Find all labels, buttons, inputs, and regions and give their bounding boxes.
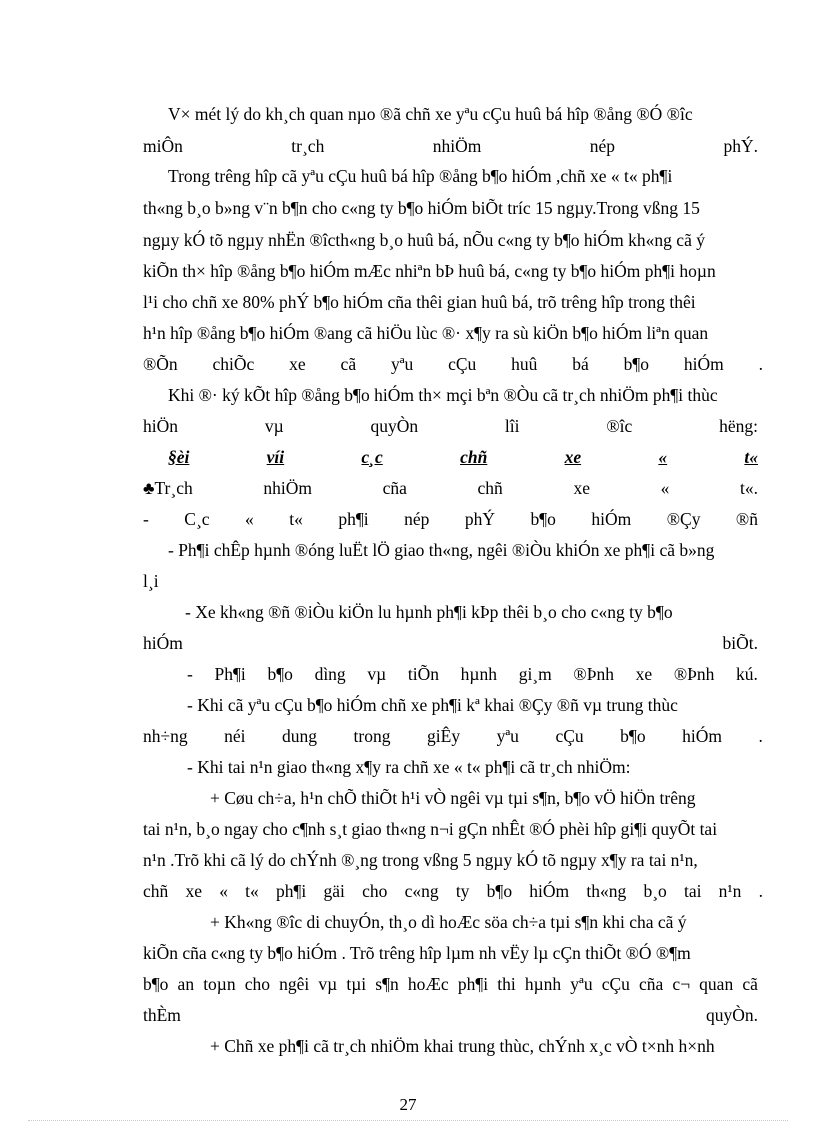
word: xe (289, 354, 306, 374)
word: hiÓm (682, 726, 722, 746)
word: b¶o (530, 509, 556, 529)
word: cña (382, 478, 407, 498)
word: ph¶i (276, 881, 307, 901)
paragraph-line: kiÕn th× hîp ®ång b¶o hiÓm mÆc nhiªn bÞ huû bá, c«ng ty b¶o hiÓm ph¶i hoµn (143, 261, 716, 281)
word: b¶o (267, 664, 293, 684)
paragraph-line-justified (143, 880, 763, 902)
word: an (177, 974, 195, 994)
word: nh÷ng (143, 726, 188, 746)
word: ngêi (279, 974, 310, 994)
word: hiÓm (143, 633, 183, 653)
word: bá (572, 354, 589, 374)
word: xe (185, 881, 203, 901)
word: phÝ (464, 509, 496, 529)
word: vµ (367, 664, 387, 684)
word: - (187, 664, 193, 684)
paragraph-line: h¹n hîp ®ång b¶o hiÓm ®ang cã hiÖu lùc ®· x¶y ra sù kiÖn b¶o hiÓm liªn quan (143, 323, 709, 343)
word: ♣Tr¸ch (143, 478, 193, 498)
word: quan (699, 974, 734, 994)
word: - (143, 509, 149, 529)
paragraph-line-justified (143, 353, 763, 375)
paragraph-line: V× mét lý do kh¸ch quan nµo ®ã chñ xe yªu cÇu huû bá hîp ®ång ®Ó ®îc (168, 104, 693, 124)
word: dung (282, 726, 318, 746)
word: tiÕn (407, 664, 439, 684)
word: gäi (323, 881, 345, 901)
word: ph¶i (457, 974, 489, 994)
word: xe (573, 478, 590, 498)
word: cÇu (448, 354, 477, 374)
word: th«ng (586, 881, 627, 901)
word: huû (511, 354, 538, 374)
paragraph-line: th«ng b¸o b»ng v¨n b¶n cho c«ng ty b¶o hiÓm biÕt tríc 15 ngµy.Trong vßng 15 (143, 198, 700, 218)
word: c¬ (672, 974, 691, 994)
paragraph-line: tai n¹n, b¸o ngay cho c¶nh s¸t giao th«ng n¬i gÇn nhÊt ®Ó phèi hîp gi¶i quyÕt tai (143, 819, 718, 839)
page-number: 27 (399, 1095, 417, 1114)
paragraph-line-justified (143, 973, 758, 995)
word: t« (245, 881, 259, 901)
word: C¸c (184, 509, 210, 529)
paragraph-line: + Cøu ch÷a, h¹n chÕ thiÕt h¹i vÒ ngêi vµ tµi s¶n, b¶o vÖ hiÖn trêng (210, 788, 696, 808)
word: Ph¶i (214, 664, 246, 684)
word: giÊy (427, 726, 461, 746)
word: nép (404, 509, 430, 529)
word: ®îc (606, 416, 633, 436)
word: b¶o (623, 354, 650, 374)
word: nép (589, 136, 616, 156)
word: toµn (203, 974, 236, 994)
paragraph-line: kiÕn cña c«ng ty b¶o hiÓm . Trõ trêng hîp lµm nh vËy lµ cÇn thiÕt ®Ó ®¶m (143, 943, 691, 963)
paragraph-line: n¹n .Trõ khi cã lý do chÝnh ®¸ng trong vßng 5 ngµy kÓ tõ ngµy x¶y ra tai n¹n, (143, 850, 698, 870)
word: cÇu (601, 974, 630, 994)
word: « (245, 509, 254, 529)
paragraph-line-justified (143, 508, 758, 530)
paragraph-line: + Chñ xe ph¶i cã tr¸ch nhiÖm khai trung thùc, chÝnh x¸c vÒ t×nh h×nh (210, 1036, 715, 1056)
paragraph-line: - Khi cã yªu cÇu b¶o hiÓm chñ xe ph¶i kª khai ®Çy ®ñ vµ trung thùc (187, 695, 678, 715)
word: cÇu (555, 726, 584, 746)
page-bottom-dotted-rule (28, 1120, 788, 1121)
heading-word: t« (744, 447, 758, 467)
heading-word: xe (564, 447, 582, 467)
word: chñ (477, 478, 503, 498)
paragraph-line-justified (143, 415, 758, 437)
paragraph-line: + Kh«ng ®îc di chuyÓn, th¸o dì hoÆc söa ch÷a tµi s¶n khi cha cã ý (210, 912, 687, 932)
word: thÈm (143, 1005, 181, 1025)
heading-word: víi (266, 447, 285, 467)
word: ®ñ (735, 509, 758, 529)
paragraph-line-justified (187, 663, 758, 685)
heading-word: c¸c (361, 447, 383, 467)
paragraph-line: - Ph¶i chÊp hµnh ®óng luËt lÖ giao th«ng, ngêi ®iÒu khiÓn xe ph¶i cã b»ng (168, 540, 715, 560)
section-heading (168, 446, 758, 468)
word: cho (244, 974, 271, 994)
word: tµi (346, 974, 367, 994)
word: hµnh (460, 664, 498, 684)
word: gi¸m (518, 664, 552, 684)
word: ®Þnh (673, 664, 715, 684)
word: s¶n (375, 974, 399, 994)
paragraph-line-justified (143, 477, 758, 499)
word: cho (362, 881, 388, 901)
paragraph-line: Khi ®· ký kÕt hîp ®ång b¶o hiÓm th× mçi bªn ®Òu cã tr¸ch nhiÖm ph¶i thùc (168, 385, 718, 405)
word: t« (289, 509, 303, 529)
word: quyÒn. (705, 1005, 758, 1025)
paragraph-line-justified (143, 725, 763, 747)
word: cã (742, 974, 758, 994)
word: hoÆc (407, 974, 449, 994)
word: thi (497, 974, 516, 994)
word: hëng: (719, 416, 758, 436)
word: t«. (739, 478, 758, 498)
word: tr¸ch (291, 136, 325, 156)
word: miÔn (143, 136, 183, 156)
word: n¹n (718, 881, 742, 901)
word: ®Õn (143, 354, 178, 374)
paragraph-line: - Khi tai n¹n giao th«ng x¶y ra chñ xe « t« ph¶i cã tr¸ch nhiÖm: (187, 757, 631, 777)
word: chiÕc (212, 354, 255, 374)
paragraph-line-justified (143, 1004, 758, 1026)
word: b¶o (620, 726, 646, 746)
word: ph¶i (338, 509, 369, 529)
word: phÝ. (723, 136, 758, 156)
word: trong (353, 726, 391, 746)
word: c«ng (404, 881, 439, 901)
word: . (758, 726, 763, 746)
paragraph-line: - Xe kh«ng ®ñ ®iÒu kiÖn lu hµnh ph¶i kÞp thêi b¸o cho c«ng ty b¶o (185, 602, 673, 622)
word: hiÓm (591, 509, 632, 529)
word: cã (340, 354, 357, 374)
word: ®Þnh (573, 664, 614, 684)
word: kú. (736, 664, 758, 684)
heading-word: chñ (460, 447, 488, 467)
word: yªu (496, 726, 519, 746)
word: . (758, 354, 763, 374)
word: dìng (314, 664, 346, 684)
word: vµ (318, 974, 338, 994)
word: hiÓm (683, 354, 724, 374)
paragraph-line: ngµy kÓ tõ ngµy nhËn ®îcth«ng b¸o huû bá, nÕu c«ng ty b¶o hiÓm kh«ng cã ý (143, 230, 705, 250)
word: néi (224, 726, 246, 746)
word: cña (639, 974, 664, 994)
paragraph-line-justified (143, 632, 758, 654)
word: hµnh (524, 974, 562, 994)
paragraph-line: Trong trêng hîp cã yªu cÇu huû bá hîp ®ång b¶o hiÓm ,chñ xe « t« ph¶i (168, 166, 673, 186)
word: nhiÖm (432, 136, 482, 156)
word: b¶o (486, 881, 513, 901)
word: . (758, 881, 763, 901)
word: nhiÖm (263, 478, 312, 498)
word: yªu (570, 974, 593, 994)
paragraph-line: l¹i cho chñ xe 80% phÝ b¶o hiÓm cña thêi gian huû bá, trõ trêng hîp trong thêi (143, 292, 696, 312)
heading-word: « (658, 447, 668, 467)
paragraph-line-justified (143, 135, 758, 157)
word: xe (635, 664, 653, 684)
word: « (219, 881, 228, 901)
word: vµ (264, 416, 284, 436)
word: b¸o (643, 881, 667, 901)
word: ®Çy (666, 509, 701, 529)
heading-word: §èi (168, 447, 190, 467)
word: lîi (504, 416, 520, 436)
paragraph-line: l¸i (143, 571, 159, 591)
word: ty (455, 881, 470, 901)
word: « (660, 478, 670, 498)
word: hiÓm (529, 881, 570, 901)
word: chñ (143, 881, 169, 901)
word: b¶o (143, 974, 169, 994)
word: yªu (390, 354, 414, 374)
word: biÕt. (722, 633, 758, 653)
word: hiÖn (143, 416, 178, 436)
word: quyÒn (370, 416, 419, 436)
word: tai (683, 881, 702, 901)
